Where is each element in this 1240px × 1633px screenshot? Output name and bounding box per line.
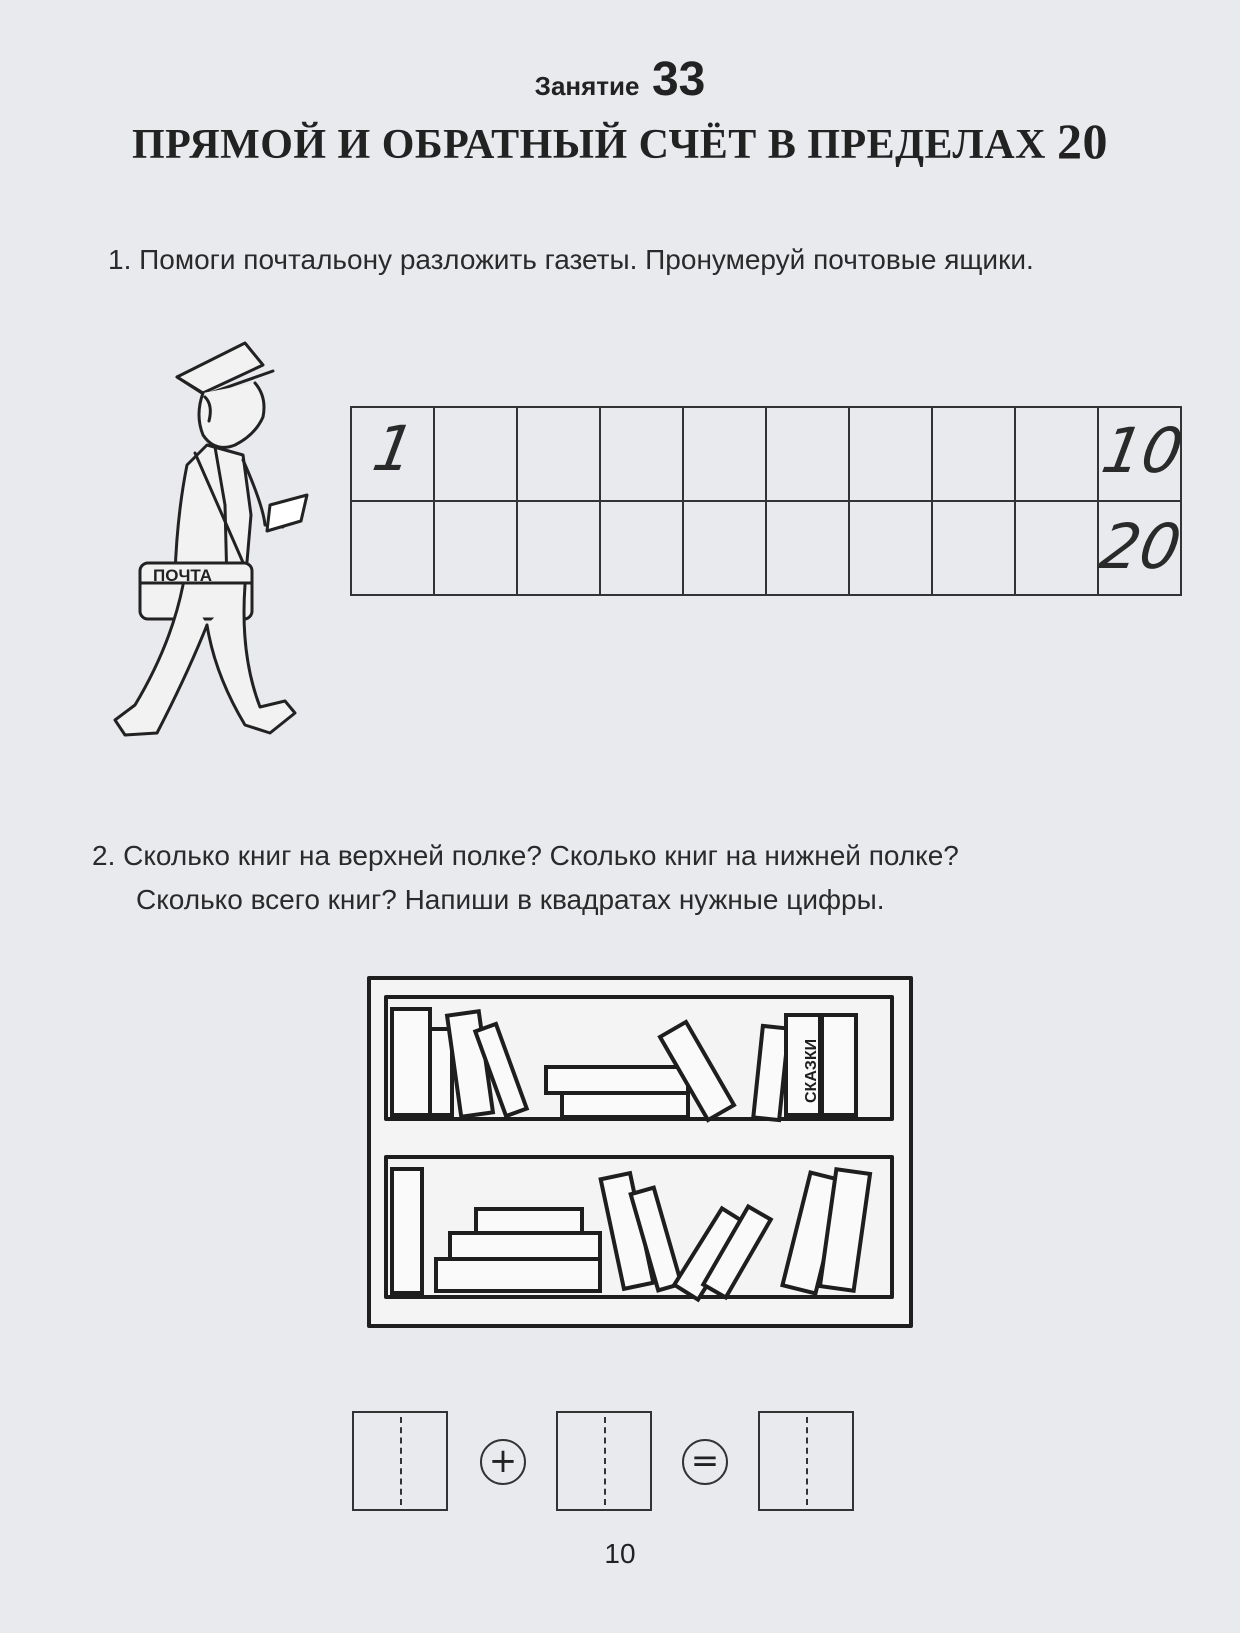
mailbox-cell[interactable] xyxy=(434,407,517,501)
mailbox-cell[interactable] xyxy=(849,407,932,501)
page-title-number: 20 xyxy=(1056,113,1108,169)
lesson-label xyxy=(0,52,1240,107)
mailbox-cell[interactable] xyxy=(766,407,849,501)
mailbox-cell[interactable] xyxy=(600,407,683,501)
mailbox-cell[interactable] xyxy=(1015,407,1098,501)
lesson-number: 33 xyxy=(651,53,706,106)
mailbox-cell[interactable] xyxy=(1096,407,1189,501)
mailbox-cell[interactable] xyxy=(517,501,600,595)
mailbox-row-bottom xyxy=(351,501,1181,595)
mailbox-grid xyxy=(350,406,1189,596)
bookshelf-illustration xyxy=(366,975,914,1330)
mailbox-cell[interactable] xyxy=(434,501,517,595)
book-spine-label: СКАЗКИ xyxy=(803,1038,820,1103)
task1-instruction: 1. Помоги почтальону разложить газеты. Пронумеруй почтовые ящики. xyxy=(108,244,1034,275)
mailbox-cell[interactable] xyxy=(683,407,766,501)
page-title xyxy=(0,112,1240,170)
digit-divider xyxy=(806,1417,808,1505)
mailbox-cell[interactable] xyxy=(849,501,932,595)
page-number: 10 xyxy=(604,1538,636,1569)
mailbox-cell[interactable] xyxy=(932,407,1015,501)
mailbox-cell[interactable] xyxy=(351,501,434,595)
answer-equation xyxy=(0,1405,1240,1515)
digit-divider xyxy=(400,1417,402,1505)
mailbox-cell[interactable] xyxy=(1015,501,1098,595)
mailbox-cell[interactable] xyxy=(766,501,849,595)
equals-sign: = xyxy=(682,1439,728,1485)
answer-box-total[interactable] xyxy=(758,1411,854,1511)
mailbox-cell[interactable] xyxy=(517,407,600,501)
mailbox-cell[interactable] xyxy=(1094,501,1187,595)
page-title-text: ПРЯМОЙ И ОБРАТНЫЙ СЧЁТ В ПРЕДЕЛАХ xyxy=(132,122,1046,168)
handwritten-number: 10 xyxy=(1096,414,1189,487)
postman-illustration xyxy=(95,335,335,785)
mailbox-cell[interactable] xyxy=(600,501,683,595)
mailbox-row-top xyxy=(351,407,1181,501)
task2-instruction xyxy=(92,834,959,922)
task2-line2: Сколько всего книг? Напиши в квадратах нужные цифры. xyxy=(136,884,885,915)
handwritten-number: 20 xyxy=(1094,510,1187,583)
mailbox-cell[interactable] xyxy=(932,501,1015,595)
lesson-word: Занятие xyxy=(534,71,640,101)
task2-line1: 2. Сколько книг на верхней полке? Сколько книг на нижней полке? xyxy=(92,840,959,871)
answer-box-bottom-shelf[interactable] xyxy=(556,1411,652,1511)
mail-bag-label: ПОЧТА xyxy=(153,566,212,585)
handwritten-number: 1 xyxy=(367,412,420,485)
digit-divider xyxy=(604,1417,606,1505)
plus-sign: + xyxy=(480,1439,526,1485)
answer-box-top-shelf[interactable] xyxy=(352,1411,448,1511)
mailbox-cell[interactable] xyxy=(683,501,766,595)
mailbox-cell[interactable] xyxy=(351,407,434,501)
